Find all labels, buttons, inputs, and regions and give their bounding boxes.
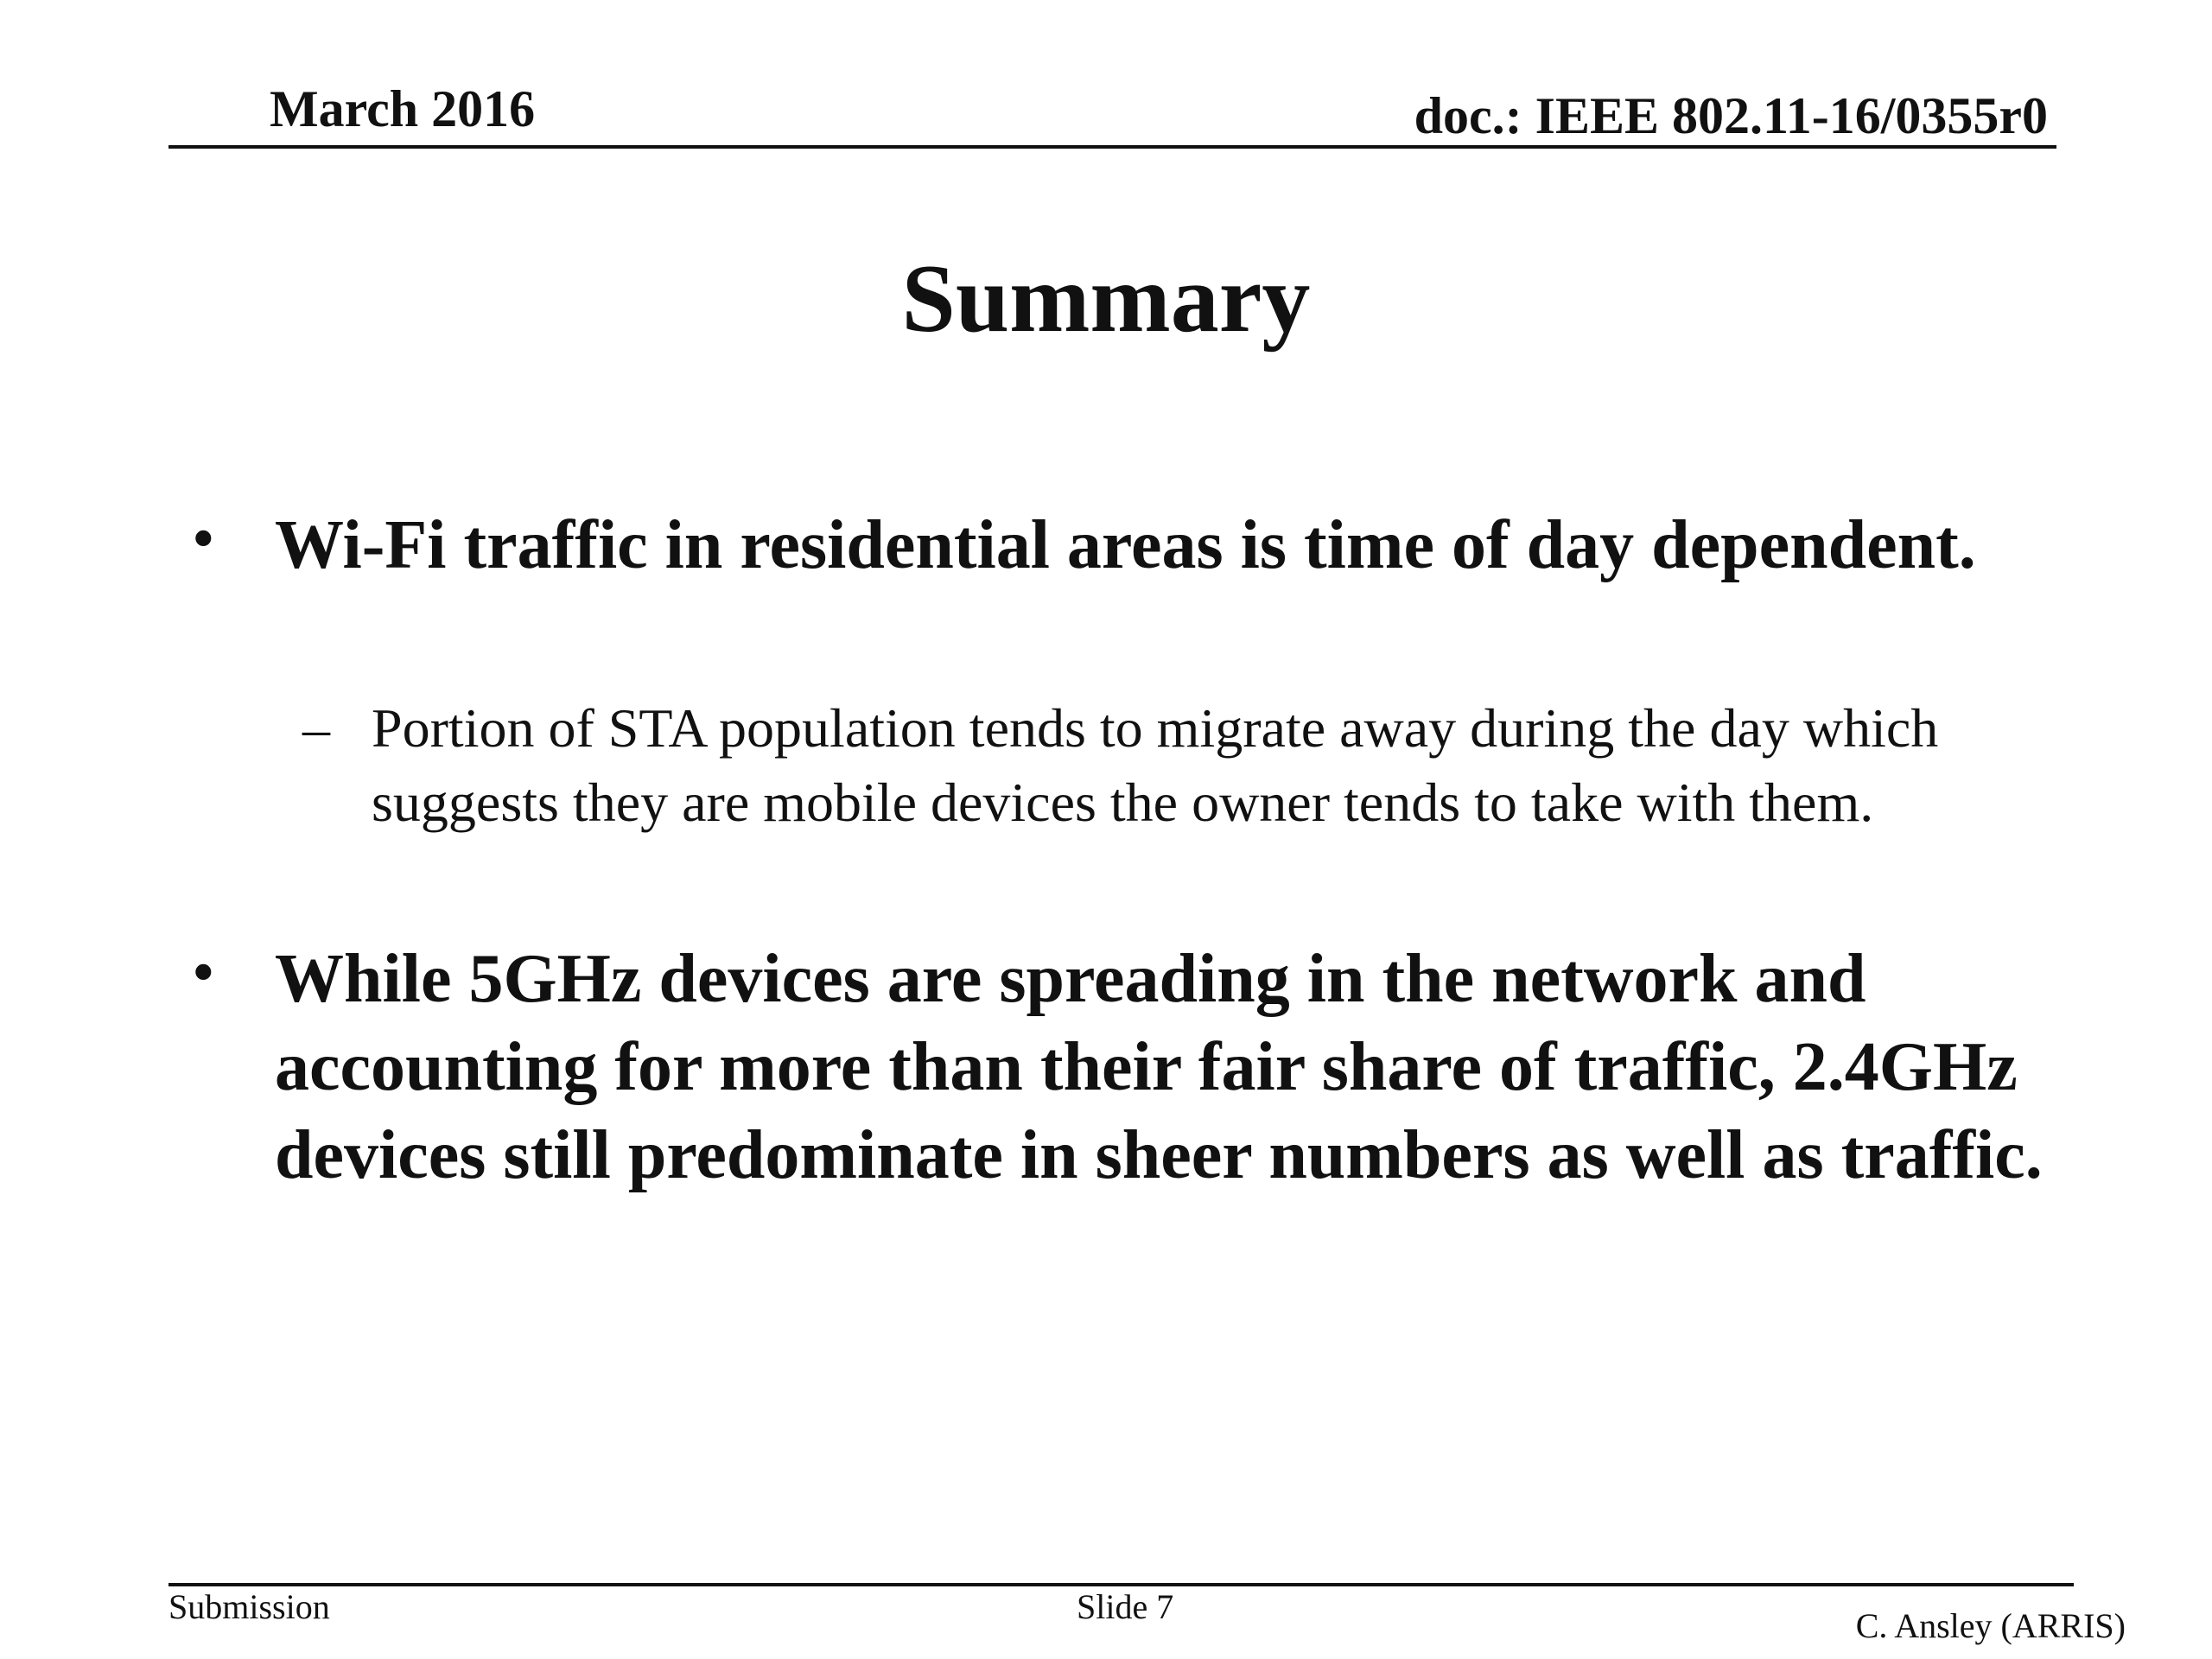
bullet-text: While 5GHz devices are spreading in the network and accounting for more than their fair share of traffic, 2.4GHz devices still predominate in sheer numbers as well as traffic.	[275, 941, 2043, 1193]
slide-title: Summary	[901, 245, 1311, 353]
footer-submission: Submission	[168, 1587, 330, 1626]
footer-divider	[168, 1583, 2074, 1586]
sub-bullet-glyph: –	[302, 697, 330, 759]
header-doc-id: doc.: IEEE 802.11-16/0355r0	[1414, 87, 2048, 144]
header-divider	[168, 145, 2056, 149]
bullet-glyph: •	[192, 936, 215, 1008]
sub-bullet-text: Portion of STA population tends to migrate away during the day which suggests they are mobile devices the owner tends to take with them.	[372, 697, 1939, 833]
footer-author: C. Ansley (ARRIS)	[1855, 1606, 2126, 1645]
bullet-glyph: •	[192, 502, 215, 575]
bullet-text: Wi-Fi traffic in residential areas is time of day dependent.	[275, 507, 1976, 583]
footer-slide-number: Slide 7	[1077, 1587, 1174, 1626]
header-date: March 2016	[270, 80, 536, 137]
